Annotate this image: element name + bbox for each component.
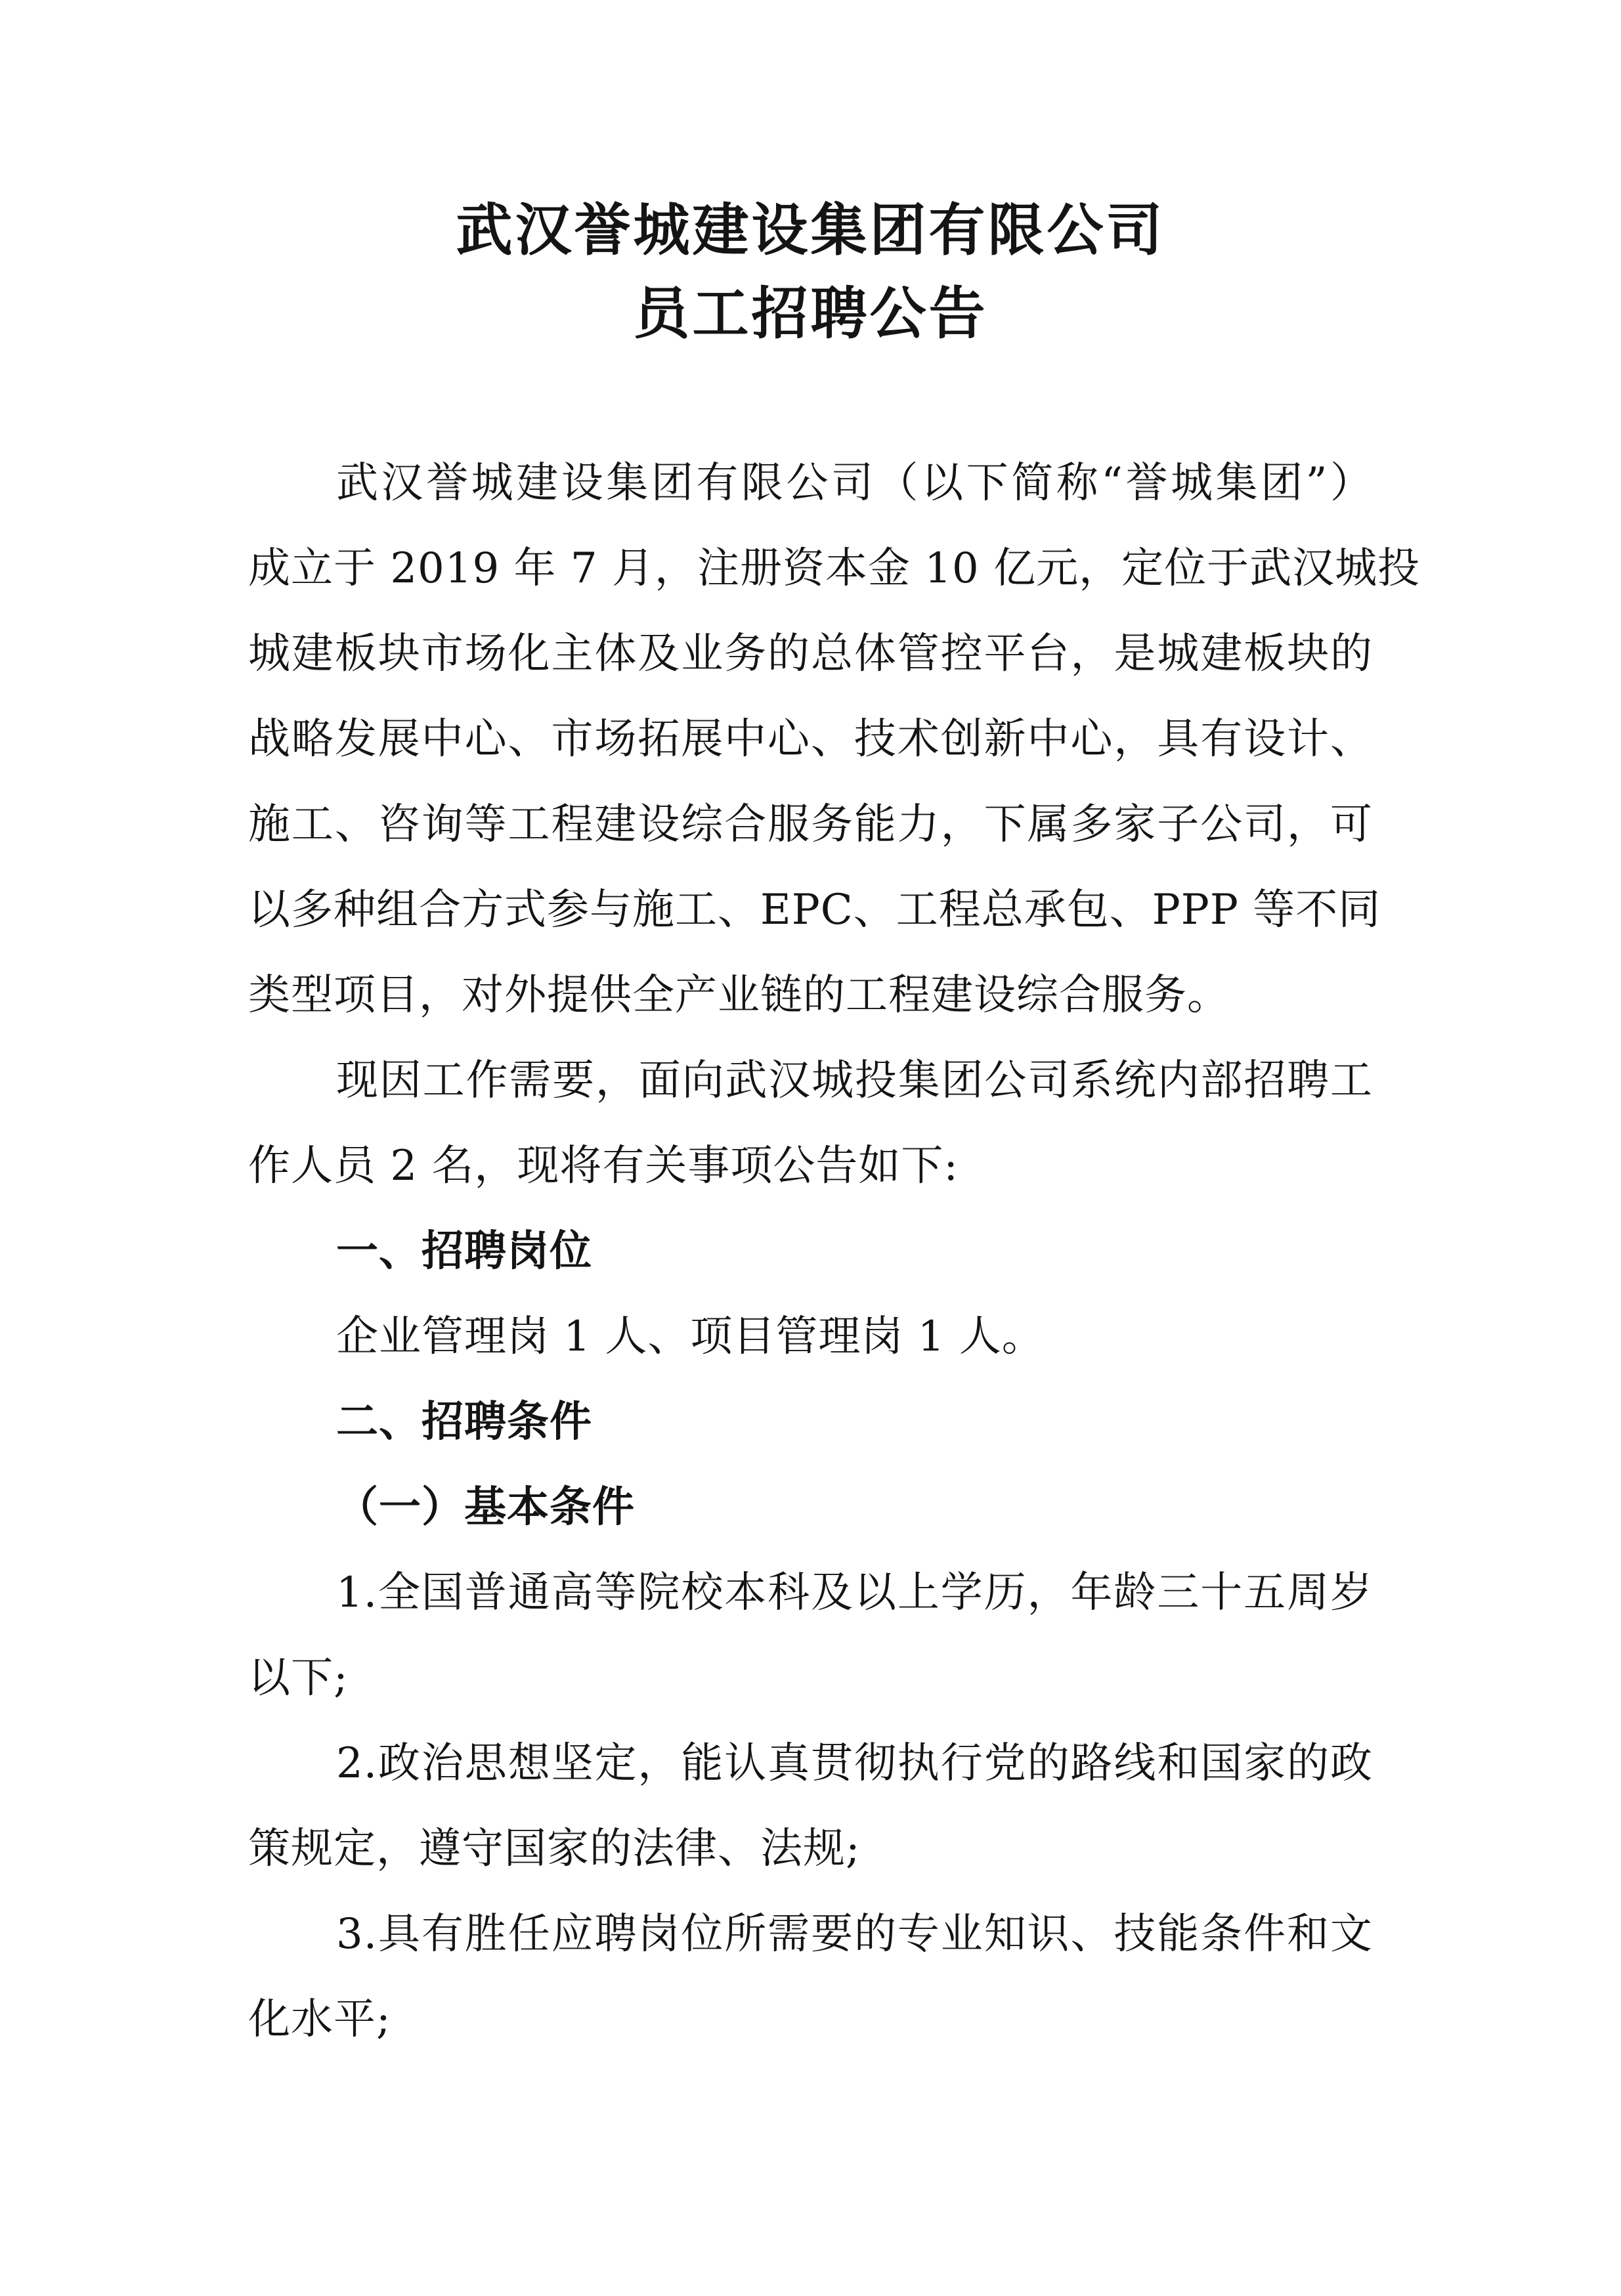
text-line: 作人员 2 名，现将有关事项公告如下: [248,1142,959,1190]
purpose-paragraph [248,1038,1373,1209]
text-line: 3.具有胜任应聘岗位所需要的专业知识、技能条件和文 [336,1910,1373,1959]
section-heading-positions: 一、招聘岗位 [336,1226,592,1276]
title-line-company: 武汉誉城建设集团有限公司 [456,197,1165,263]
text-line: 城建板块市场化主体及业务的总体管控平台，是城建板块的 [248,630,1373,678]
text-line: 1.全国普通高等院校本科及以上学历，年龄三十五周岁 [336,1569,1373,1617]
text-line: 成立于 2019 年 7 月，注册资本金 10 亿元，定位于武汉城投 [248,544,1421,593]
text-line: 化水平; [248,1995,391,2044]
text-line: 战略发展中心、市场拓展中心、技术创新中心，具有设计、 [248,715,1373,764]
document-title [0,188,1621,355]
text-line: 武汉誉城建设集团有限公司（以下简称“誉城集团”） [336,459,1373,508]
text-line: 类型项目，对外提供全产业链的工程建设综合服务。 [248,971,1230,1020]
positions-text: 企业管理岗 1 人、项目管理岗 1 人。 [336,1312,1045,1361]
text-line: 施工、咨询等工程建设综合服务能力，下属多家子公司，可 [248,800,1373,849]
subsection-heading-basic: （一）基本条件 [336,1483,635,1532]
section-heading-requirements: 二、招聘条件 [336,1397,592,1446]
intro-paragraph [248,441,1421,1038]
title-line-notice: 员工招聘公告 [633,280,988,347]
requirement-item [248,1550,1373,1721]
document-body [248,441,1421,2062]
text-line: 以多种组合方式参与施工、EPC、工程总承包、PPP 等不同 [248,886,1381,934]
requirement-item [248,1721,1373,1892]
text-line: 策规定，遵守国家的法律、法规; [248,1825,861,1873]
text-line: 现因工作需要，面向武汉城投集团公司系统内部招聘工 [336,1056,1373,1105]
text-line: 2.政治思想坚定，能认真贯彻执行党的路线和国家的政 [336,1739,1373,1788]
text-line: 以下; [248,1654,349,1702]
requirement-item [248,1892,1373,2062]
